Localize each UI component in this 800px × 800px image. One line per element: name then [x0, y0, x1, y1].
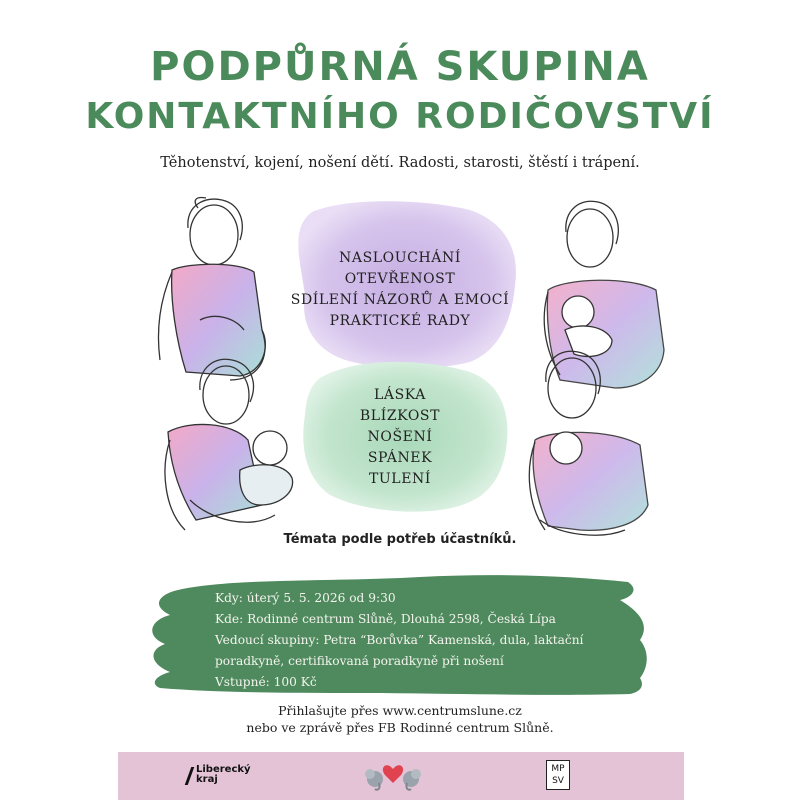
- event-leader-line2: poradkyně, certifikovaná poradkyně při nošení: [215, 654, 504, 668]
- signup-info: [0, 702, 800, 736]
- topic-item: BLÍZKOST: [359, 408, 441, 424]
- topic-item: SPÁNEK: [367, 450, 433, 466]
- event-info: [215, 588, 615, 693]
- signup-line-1: Přihlašujte přes www.centrumslune.cz: [278, 703, 522, 718]
- topic-item: LÁSKA: [374, 387, 426, 403]
- title-line-2: KONTAKTNÍHO RODIČOVSTVÍ: [85, 96, 715, 137]
- signup-line-2: nebo ve zprávě přes FB Rodinné centrum Slůně.: [246, 720, 554, 735]
- event-where: Kde: Rodinné centrum Slůně, Dlouhá 2598, Česká Lípa: [215, 612, 556, 626]
- topics-note: Témata podle potřeb účastníků.: [283, 532, 517, 547]
- footer-logos: [118, 752, 684, 800]
- topic-item: TULENÍ: [368, 471, 432, 487]
- topic-item: NASLOUCHÁNÍ: [339, 250, 461, 266]
- event-fee: Vstupné: 100 Kč: [215, 675, 317, 689]
- elephants-heart-logo-icon: [363, 757, 423, 795]
- liberecky-kraj-logo: Liberecký kraj: [196, 765, 251, 785]
- event-when: Kdy: úterý 5. 5. 2026 od 9:30: [215, 591, 396, 605]
- mpsv-logo: MP SV: [546, 760, 570, 790]
- subtitle: Těhotenství, kojení, nošení dětí. Radosti, starosti, štěstí i trápení.: [160, 155, 640, 171]
- title-line-1: PODPŮRNÁ SKUPINA: [150, 44, 650, 90]
- topic-item: NOŠENÍ: [367, 429, 433, 445]
- event-leader-line1: Vedoucí skupiny: Petra “Borůvka” Kamenská, dula, laktační: [215, 633, 584, 647]
- topic-item: SDÍLENÍ NÁZORŮ A EMOCÍ: [290, 292, 510, 308]
- topic-item: OTEVŘENOST: [344, 271, 456, 287]
- topic-item: PRAKTICKÉ RADY: [329, 313, 471, 329]
